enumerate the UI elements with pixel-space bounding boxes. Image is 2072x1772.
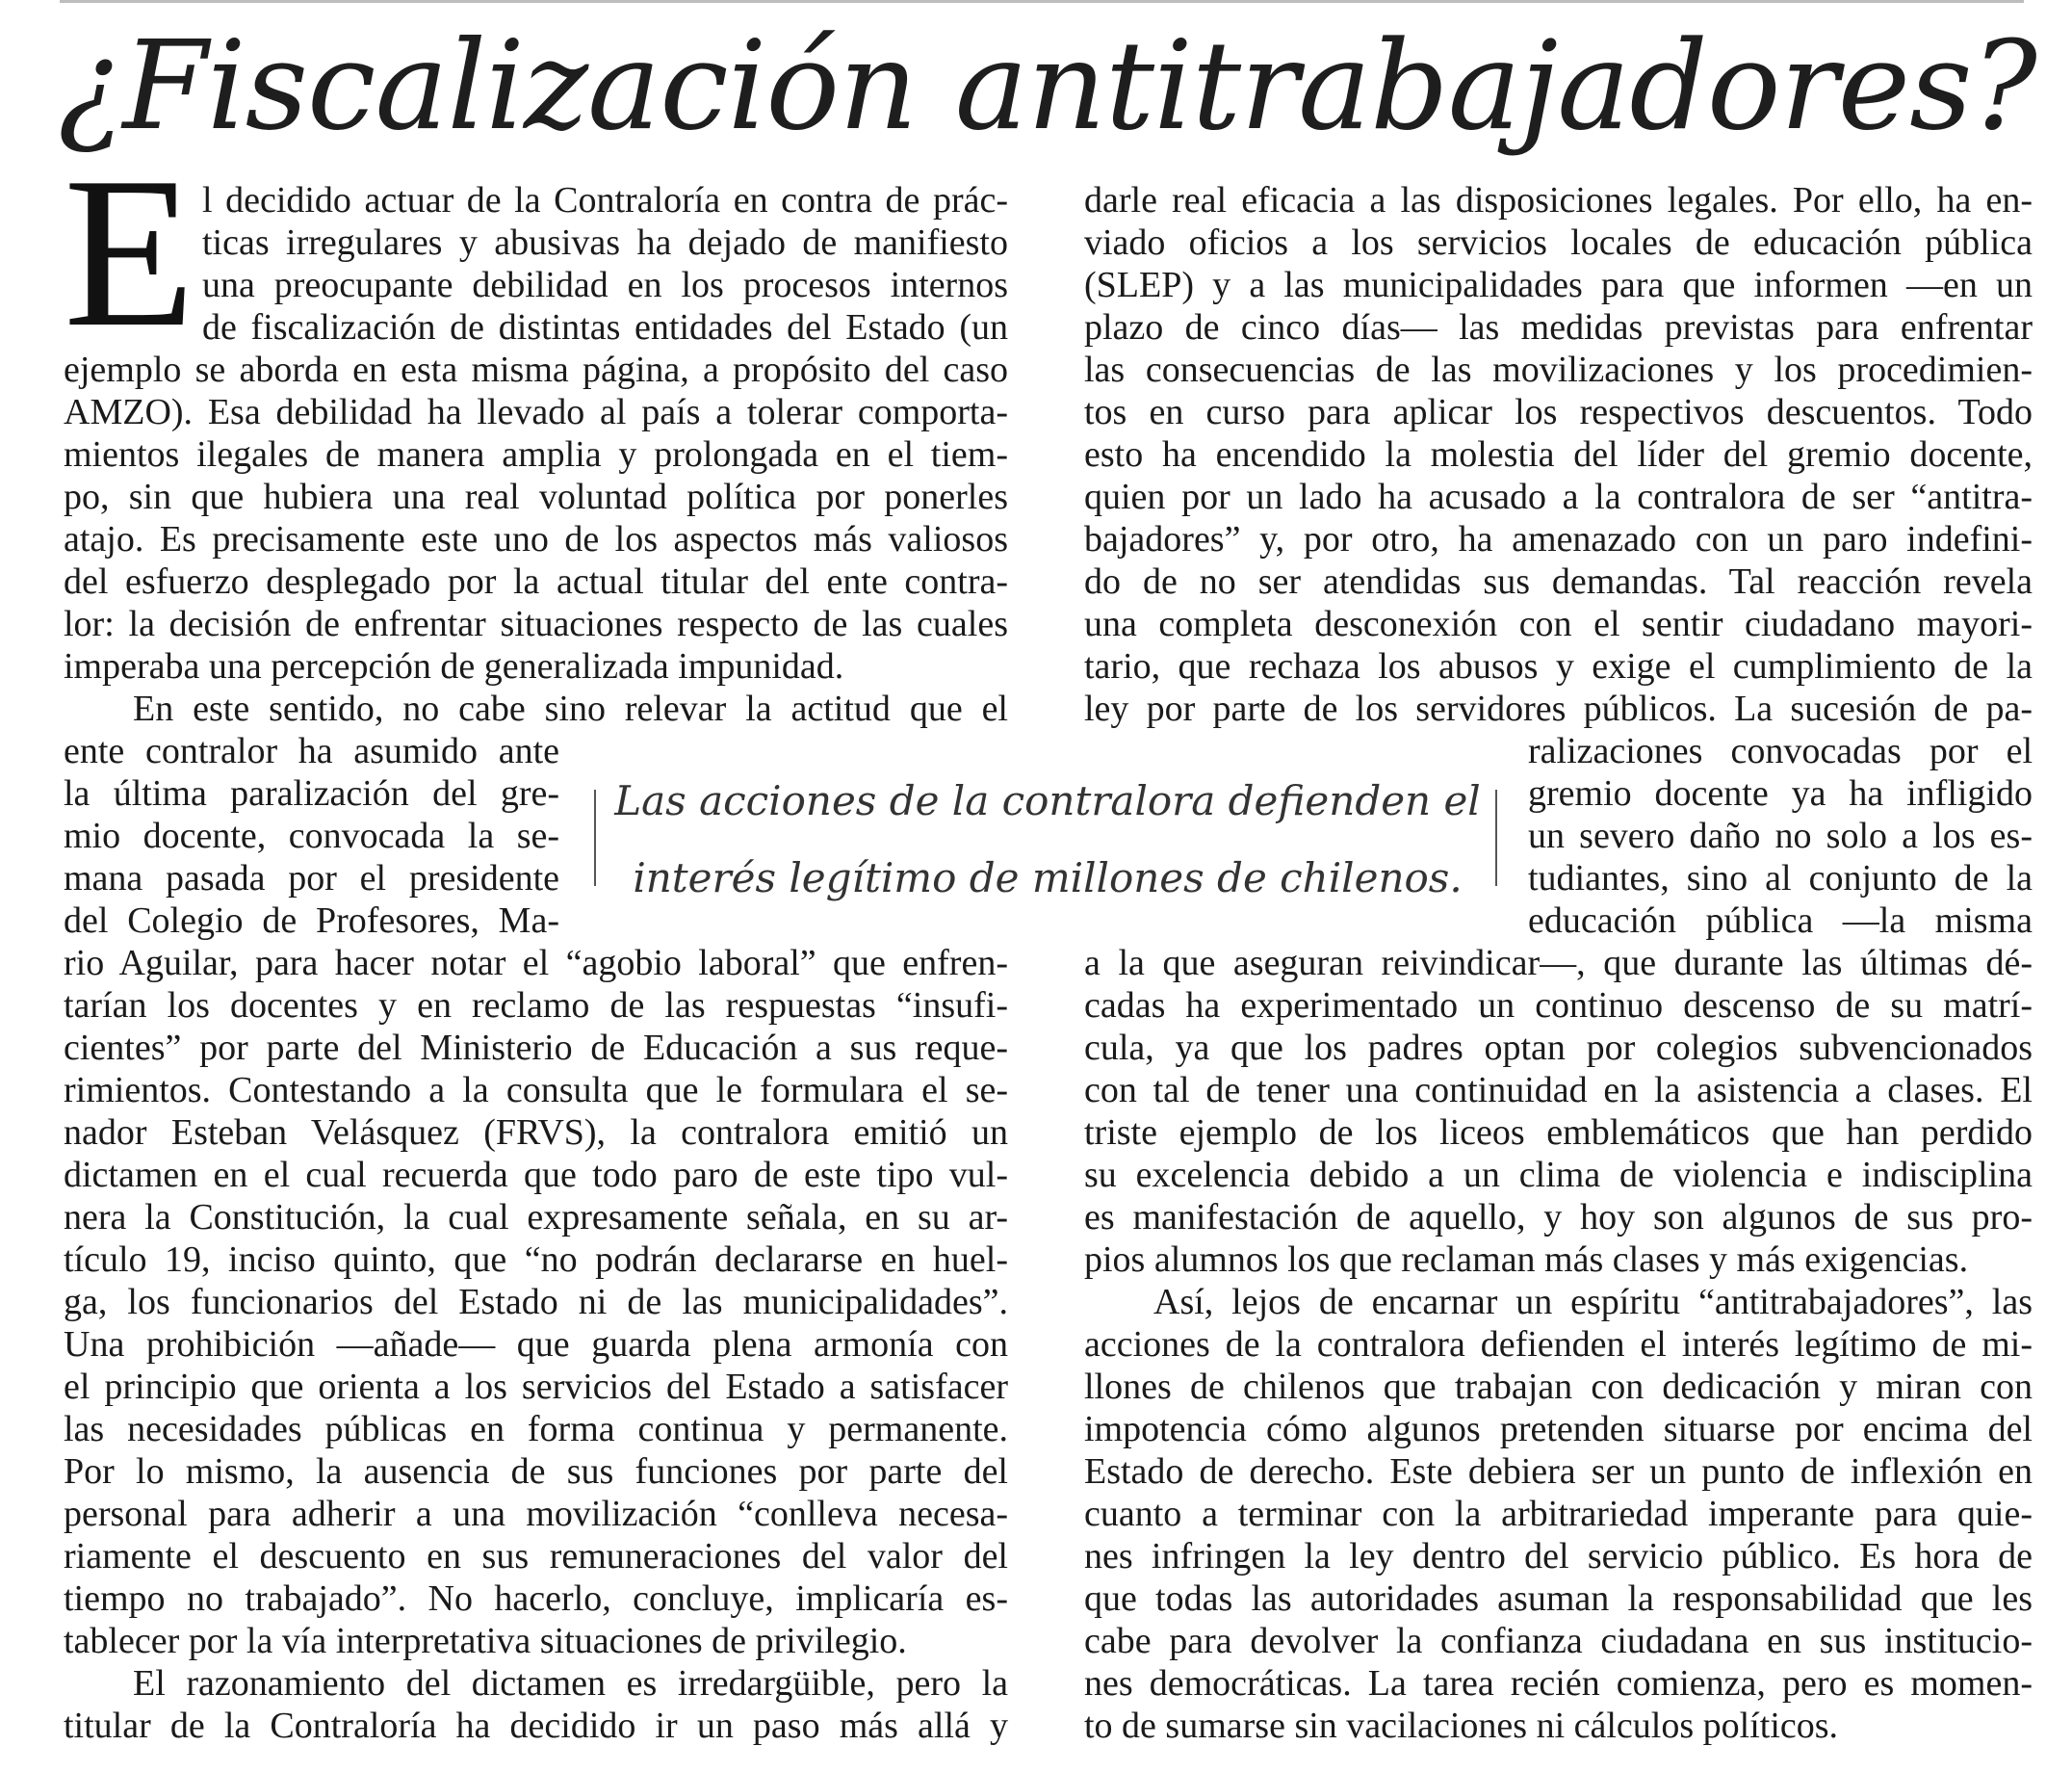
text-line: Por lo mismo, la ausencia de sus funciones por parte del	[64, 1451, 1008, 1492]
text-line: una preocupante debilidad en los procesos internos	[202, 265, 1008, 305]
text-line: personal para adherir a una movilización “conlleva necesa-	[64, 1494, 1008, 1534]
text-line: mana pasada por el presidente	[64, 858, 559, 899]
text-line: las necesidades públicas en forma continua y permanente.	[64, 1409, 1008, 1449]
text-line: cula, ya que los padres optan por colegios subvencionados	[1084, 1028, 2033, 1068]
text-line: de fiscalización de distintas entidades del Estado (un	[202, 307, 1008, 348]
text-line: acciones de la contralora defienden el interés legítimo de mi-	[1084, 1324, 2033, 1365]
text-line: atajo. Es precisamente este uno de los aspectos más valiosos	[64, 519, 1008, 560]
text-line: tudiantes, sino al conjunto de la	[1528, 858, 2033, 899]
text-line: cuanto a terminar con la arbitrariedad imperante para quie-	[1084, 1494, 2033, 1534]
text-line: tarían los docentes y en reclamo de las respuestas “insufi-	[64, 985, 1008, 1026]
top-rule	[60, 0, 2024, 3]
text-line: tiempo no trabajado”. No hacerlo, concluye, implicaría es-	[64, 1578, 1008, 1619]
text-line: las consecuencias de las movilizaciones y los procedimien-	[1084, 350, 2033, 390]
text-line: mientos ilegales de manera amplia y prolongada en el tiem-	[64, 434, 1008, 475]
text-line: su excelencia debido a un clima de violencia e indisciplina	[1084, 1155, 2033, 1195]
text-line: viado oficios a los servicios locales de educación pública	[1084, 222, 2033, 263]
text-line: ralizaciones convocadas por el	[1528, 731, 2033, 771]
text-line: que todas las autoridades asuman la responsabilidad que les	[1084, 1578, 2033, 1619]
text-line: to de sumarse sin vacilaciones ni cálculos políticos.	[1084, 1706, 1839, 1746]
drop-cap: E	[64, 133, 195, 372]
text-line: una completa desconexión con el sentir ciudadano mayori-	[1084, 604, 2033, 644]
text-line: es manifestación de aquello, y hoy son algunos de sus pro-	[1084, 1197, 2033, 1238]
text-line: lor: la decisión de enfrentar situaciones respecto de las cuales	[64, 604, 1008, 644]
text-line: gremio docente ya ha infligido	[1528, 773, 2033, 814]
text-line: a la que aseguran reivindicar—, que durante las últimas dé-	[1084, 943, 2033, 983]
text-line: (SLEP) y a las municipalidades para que informen —en un	[1084, 265, 2033, 305]
text-line: mio docente, convocada la se-	[64, 816, 559, 856]
text-line: cabe para devolver la confianza ciudadana en sus institucio-	[1084, 1621, 2033, 1661]
text-line: llones de chilenos que trabajan con dedicación y miran con	[1084, 1367, 2033, 1407]
text-line: cadas ha experimentado un continuo descenso de su matrí-	[1084, 985, 2033, 1026]
pull-quote-rule-right	[1495, 790, 1497, 886]
text-line: ente contralor ha asumido ante	[64, 731, 559, 771]
text-line: riamente el descuento en sus remuneraciones del valor del	[64, 1536, 1008, 1577]
text-line: ga, los funcionarios del Estado ni de las municipalidades”.	[64, 1282, 1008, 1322]
text-line: tos en curso para aplicar los respectivos descuentos. Todo	[1084, 392, 2033, 432]
text-line: con tal de tener una continuidad en la asistencia a clases. El	[1084, 1070, 2033, 1110]
text-line: educación pública —la misma	[1528, 900, 2033, 941]
pull-quote-line: Las acciones de la contralora defienden el	[614, 777, 1481, 824]
text-line: Una prohibición —añade— que guarda plena armonía con	[64, 1324, 1008, 1365]
text-line: tículo 19, inciso quinto, que “no podrán declararse en huel-	[64, 1239, 1008, 1280]
text-line: do de no ser atendidas sus demandas. Tal reacción revela	[1084, 561, 2033, 602]
text-line: nes democráticas. La tarea recién comienza, pero es momen-	[1084, 1663, 2033, 1704]
text-line: rimientos. Contestando a la consulta que le formulara el se-	[64, 1070, 1008, 1110]
text-line: triste ejemplo de los liceos emblemáticos que han perdido	[1084, 1112, 2033, 1153]
text-line: un severo daño no solo a los es-	[1528, 816, 2033, 856]
text-line: bajadores” y, por otro, ha amenazado con un paro indefini-	[1084, 519, 2033, 560]
text-line: po, sin que hubiera una real voluntad política por ponerles	[64, 477, 1008, 517]
text-line: nes infringen la ley dentro del servicio público. Es hora de	[1084, 1536, 2033, 1577]
text-line: pios alumnos los que reclaman más clases y más exigencias.	[1084, 1239, 1969, 1280]
text-line: plazo de cinco días— las medidas previstas para enfrentar	[1084, 307, 2033, 348]
text-line: titular de la Contraloría ha decidido ir un paso más allá y	[64, 1706, 1008, 1746]
text-line: la última paralización del gre-	[64, 773, 559, 814]
text-line: AMZO). Esa debilidad ha llevado al país a tolerar comporta-	[64, 392, 1008, 432]
text-line: rio Aguilar, para hacer notar el “agobio laboral” que enfren-	[64, 943, 1008, 983]
text-line: el principio que orienta a los servicios del Estado a satisfacer	[64, 1367, 1008, 1407]
text-line: ticas irregulares y abusivas ha dejado de manifiesto	[202, 222, 1008, 263]
text-line: cientes” por parte del Ministerio de Educación a sus reque-	[64, 1028, 1008, 1068]
pull-quote-line: interés legítimo de millones de chilenos.	[633, 854, 1463, 901]
text-line: nera la Constitución, la cual expresamente señala, en su ar-	[64, 1197, 1008, 1238]
text-line: ley por parte de los servidores públicos. La sucesión de pa-	[1084, 689, 2033, 729]
text-line: esto ha encendido la molestia del líder del gremio docente,	[1084, 434, 2033, 475]
text-line: impotencia cómo algunos pretenden situarse por encima del	[1084, 1409, 2033, 1449]
text-line: El razonamiento del dictamen es irredargüible, pero la	[133, 1663, 1008, 1704]
text-line: ejemplo se aborda en esta misma página, a propósito del caso	[64, 350, 1008, 390]
text-line: dictamen en el cual recuerda que todo paro de este tipo vul-	[64, 1155, 1008, 1195]
text-line: En este sentido, no cabe sino relevar la actitud que el	[133, 689, 1008, 729]
text-line: l decidido actuar de la Contraloría en contra de prác-	[202, 180, 1008, 221]
text-line: nador Esteban Velásquez (FRVS), la contralora emitió un	[64, 1112, 1008, 1153]
text-line: del esfuerzo desplegado por la actual titular del ente contra-	[64, 561, 1008, 602]
text-line: Así, lejos de encarnar un espíritu “antitrabajadores”, las	[1153, 1282, 2033, 1322]
headline: ¿Fiscalización antitrabajadores?	[58, 15, 2036, 158]
text-line: imperaba una percepción de generalizada impunidad.	[64, 646, 844, 687]
pull-quote-rule-left	[594, 790, 596, 886]
text-line: quien por un lado ha acusado a la contralora de ser “antitra-	[1084, 477, 2033, 517]
text-line: darle real eficacia a las disposiciones legales. Por ello, ha en-	[1084, 180, 2033, 221]
text-line: Estado de derecho. Este debiera ser un punto de inflexión en	[1084, 1451, 2033, 1492]
text-line: del Colegio de Profesores, Ma-	[64, 900, 559, 941]
text-line: tario, que rechaza los abusos y exige el cumplimiento de la	[1084, 646, 2033, 687]
text-line: tablecer por la vía interpretativa situaciones de privilegio.	[64, 1621, 907, 1661]
